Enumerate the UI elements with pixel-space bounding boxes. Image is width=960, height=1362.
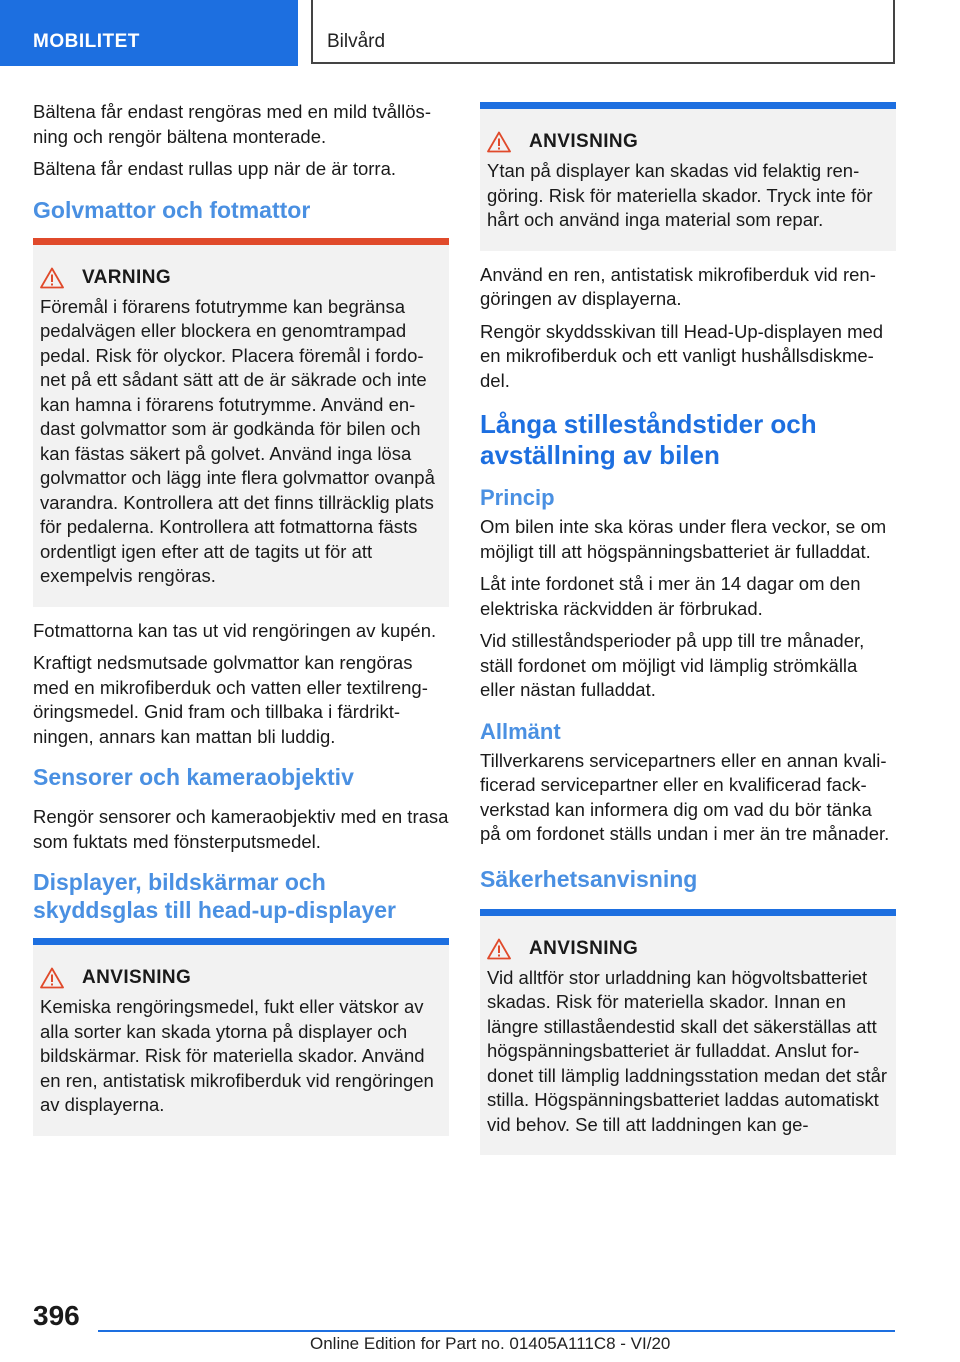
warning-label: VARNING [82, 266, 172, 288]
notice-box-displays [33, 938, 449, 1136]
notice-label: ANVISNING [529, 131, 639, 152]
heading-principle: Princip [480, 485, 555, 510]
notice-box-header [40, 967, 441, 989]
notice-box-battery [480, 909, 896, 1156]
page-number: 396 [33, 1300, 80, 1331]
heading-general: Allmänt [480, 718, 561, 744]
paragraph-mats-cleaning: Kraftigt nedsmutsade golvmattor kan rengöras med en mikrofiberduk och vatten eller textilrengöringsmedel. Gnid fram och tillbaka i färdriktningen, annars kan mattan bli luddig. [33, 652, 428, 747]
right-column [480, 100, 896, 1167]
paragraph-service-partners: Tillverkarens servicepartners eller en annan kvalificerad servicepartner eller en kvalificerad fackverkstad kan informera dig om vad du bör tänka på om fordonet ställs undan i mer än tre månader. [480, 749, 890, 844]
notice-text: Vid alltför stor urladdning kan högvoltsbatteriet skadas. Risk för materiella skador. Innan en längre stillaståendestid skall det säkerställas att högspänningsbatteriet är fulladdat. Anslut fordonet till lämplig laddningsstation medan det står stilla. Högspänningsbatteriet laddas automatiskt vid behov. Se till att laddningen kan ge- [487, 966, 888, 1135]
notice-label: ANVISNING [82, 967, 192, 988]
paragraph-display-cloth: Använd en ren, antistatisk mikrofiberduk vid rengöringen av displayerna. [480, 263, 876, 309]
heading-displays: Displayer, bildskärmar och skyddsglas till head-up-displayer [33, 869, 396, 923]
paragraph-14-days: Låt inte fordonet stå i mer än 14 dagar om den elektriska räckvidden är förbrukad. [480, 573, 861, 619]
paragraph-belts-cleaning: Bältena får endast rengöras med en mild tvållösning och rengör bältena monterade. [33, 101, 431, 147]
warning-triangle-icon [40, 267, 64, 289]
heading-sensors: Sensorer och kameraobjektiv [33, 764, 354, 790]
heading-long-standstill: Långa stilleståndstider och avställning av bilen [480, 409, 817, 470]
paragraph-belts-dry: Bältena får endast rullas upp när de är torra. [33, 158, 397, 179]
page-footer [0, 1290, 960, 1362]
notice-label: ANVISNING [529, 937, 639, 959]
heading-safety-notice: Säkerhetsanvisning [480, 865, 698, 892]
edition-text: Online Edition for Part no. 01405A111C8 - VI/20 [310, 1334, 671, 1353]
warning-text: Föremål i förarens fotutrymme kan begränsa pedalvägen eller blockera en genomtrampad pedal. Risk för olyckor. Placera föremål i fordonet på ett sådant sätt att de är säkrade och inte kan hamna i förarens fotutrymme. Använd endast golvmattor som är godkända för bilen och kan fästas säkert på golvet. Använd inga lösa golvmattor och lägg inte flera golvmattor ovanpå varandra. Kontrollera att det finns tillräcklig plats för pedalerna. Kontrollera att fotmattorna fästs ordentligt igen efter att de tagits ut för att exempelvis rengöras. [40, 295, 435, 586]
heading-floor-mats: Golvmattor och fotmattor [33, 196, 311, 223]
notice-triangle-icon [40, 967, 64, 989]
paragraph-battery-full: Om bilen inte ska köras under flera veckor, se om möjligt till att högspänningsbatteriet är fulladdat. [480, 516, 887, 562]
page-header [0, 0, 960, 66]
chapter-title: Bilvård [311, 0, 895, 64]
notice-triangle-icon [487, 131, 511, 153]
notice-triangle-icon [487, 938, 511, 960]
notice-box-header [487, 131, 888, 153]
notice-text: Ytan på displayer kan skadas vid felaktig rengöring. Risk för materiella skador. Tryck inte för hårt och använd inga material som repar. [487, 160, 873, 230]
paragraph-hud-cleaning: Rengör skyddsskivan till Head-Up-displayen med en mikrofiberduk och ett vanligt hushållsdiskmedel. [480, 320, 884, 391]
paragraph-three-months: Vid stilleståndsperioder på upp till tre månader, ställ fordonet om möjligt vid lämplig strömkälla eller nästan fulladdat. [480, 630, 865, 700]
paragraph-sensors: Rengör sensorer och kameraobjektiv med en trasa som fuktats med fönsterputsmedel. [33, 806, 449, 852]
section-tab: MOBILITET [0, 0, 298, 66]
paragraph-mats-removable: Fotmattorna kan tas ut vid rengöringen av kupén. [33, 619, 437, 641]
warning-box [33, 238, 449, 607]
warning-box-header [40, 267, 441, 289]
notice-text: Kemiska rengöringsmedel, fukt eller vätskor av alla sorter kan skada ytorna på displayer och bildskärmar. Risk för materiella skador. Använd en ren, antistatisk mikrofiberduk vid rengöringen av displayerna. [40, 996, 434, 1115]
footer-divider [98, 1330, 895, 1332]
notice-box-header [487, 938, 888, 960]
left-column [33, 100, 449, 1148]
notice-box-surface [480, 102, 896, 251]
